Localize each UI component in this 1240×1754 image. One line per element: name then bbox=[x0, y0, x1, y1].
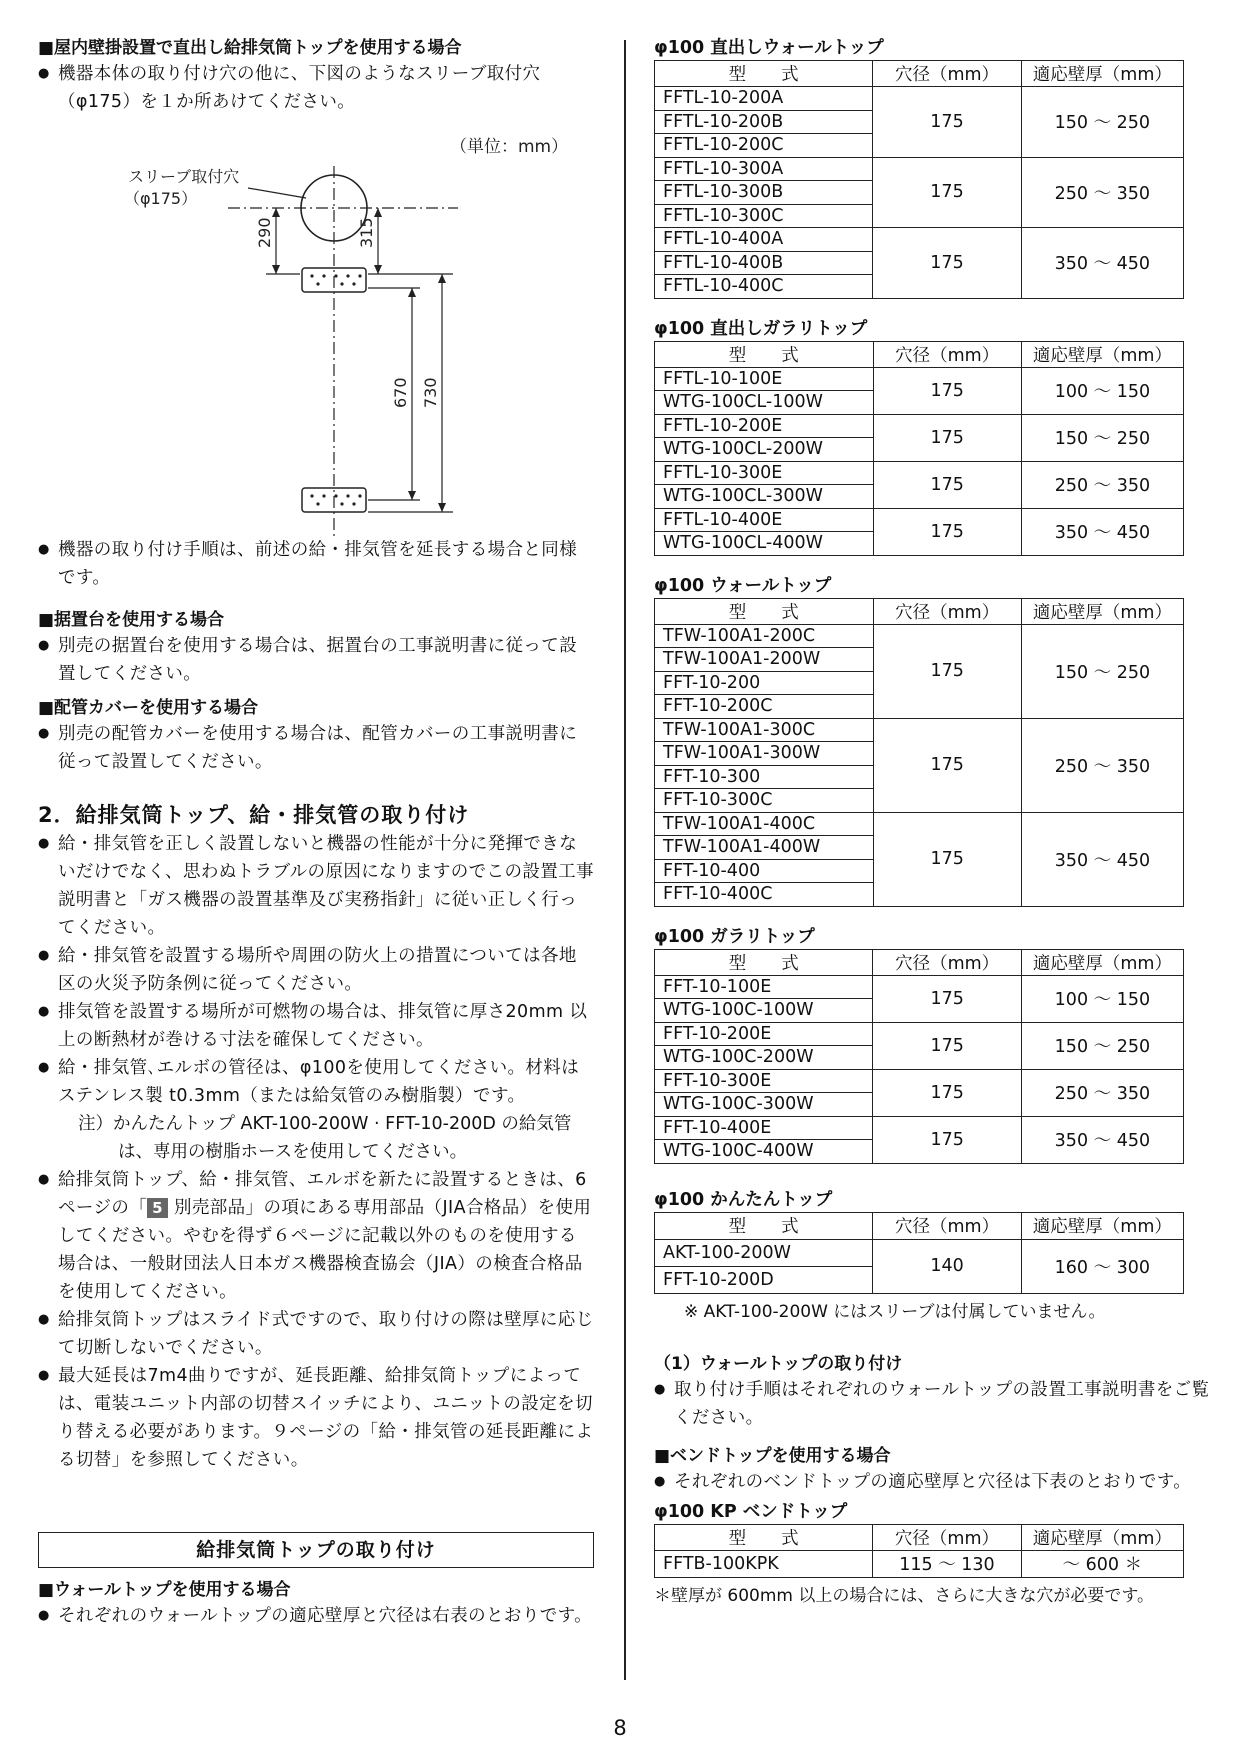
table-header-row bbox=[655, 1524, 1184, 1550]
hole-cell: 175 bbox=[873, 461, 1021, 508]
bend-heading: ■ベンドトップを使用する場合 bbox=[654, 1445, 891, 1466]
spec-table-block bbox=[654, 925, 1210, 1164]
table-header-row bbox=[655, 598, 1184, 624]
bullet-list bbox=[38, 830, 594, 1110]
section-heading-pipe-cover: ■配管カバーを使用する場合 bbox=[38, 698, 259, 718]
table-title: φ100 かんたんトップ bbox=[654, 1189, 833, 1210]
bullet-list bbox=[38, 1602, 594, 1630]
model-cell: FFT-10-400E bbox=[655, 1116, 873, 1140]
model-cell: WTG-100C-400W bbox=[655, 1140, 873, 1164]
hole-cell: 175 bbox=[873, 1022, 1021, 1069]
model-cell: WTG-100CL-100W bbox=[655, 391, 874, 415]
section-title-2: 2．給排気筒トップ、給・排気管の取り付け bbox=[38, 803, 470, 827]
spec-table bbox=[654, 1212, 1184, 1294]
hole-cell: 175 bbox=[873, 975, 1021, 1022]
table-row bbox=[655, 367, 1184, 391]
model-cell: FFTL-10-400E bbox=[655, 508, 874, 532]
column-header: 穴径（mm） bbox=[873, 61, 1021, 87]
bullet-list bbox=[38, 720, 594, 776]
section-heading-stand: ■据置台を使用する場合 bbox=[38, 610, 225, 630]
model-cell: FFTL-10-200B bbox=[655, 110, 873, 134]
hole-cell: 175 bbox=[873, 228, 1021, 299]
hole-cell: 115 ～ 130 bbox=[873, 1550, 1021, 1577]
model-cell: FFTL-10-200A bbox=[655, 87, 873, 111]
bullet-item: ● 別売の据置台を使用する場合は、据置台の工事説明書に従って設置してください。 bbox=[38, 632, 594, 688]
sleeve-hole-diagram bbox=[38, 116, 594, 536]
column-header: 適応壁厚（mm） bbox=[1021, 1524, 1183, 1550]
table-row bbox=[655, 1069, 1184, 1093]
model-cell: FFT-10-400 bbox=[655, 859, 874, 883]
model-cell: FFT-10-200 bbox=[655, 671, 874, 695]
spec-table bbox=[654, 949, 1184, 1164]
wall-cell: 100 ～ 150 bbox=[1021, 367, 1183, 414]
sleeve-diameter: （φ175） bbox=[124, 189, 198, 208]
wall-cell: 150 ～ 250 bbox=[1021, 414, 1183, 461]
bend-footnote: ＊壁厚が 600mm 以上の場合には、さらに大きな穴が必要です。 bbox=[654, 1585, 1155, 1606]
column-header: 適応壁厚（mm） bbox=[1021, 61, 1183, 87]
model-cell: FFTL-10-100E bbox=[655, 367, 874, 391]
model-cell: TFW-100A1-400W bbox=[655, 836, 874, 860]
table-row bbox=[655, 1116, 1184, 1140]
bullet-item: ● 排気管を設置する場所が可燃物の場合は、排気管に厚さ20mm 以上の断熱材が巻ける寸法を確保してください。 bbox=[38, 998, 594, 1054]
hole-cell: 175 bbox=[873, 624, 1021, 718]
table-row bbox=[655, 228, 1184, 252]
table-row bbox=[655, 812, 1184, 836]
table-row bbox=[655, 157, 1184, 181]
dim-730: 730 bbox=[421, 377, 440, 408]
column-header: 穴径（mm） bbox=[873, 341, 1021, 367]
table-row bbox=[655, 508, 1184, 532]
section-heading-walltop: ■ウォールトップを使用する場合 bbox=[38, 1580, 291, 1600]
model-cell: FFT-10-200D bbox=[655, 1266, 873, 1293]
bullet-item: ● 別売の配管カバーを使用する場合は、配管カバーの工事説明書に従って設置してください。 bbox=[38, 720, 594, 776]
section-number-badge: 5 bbox=[147, 1198, 168, 1218]
table-title: φ100 ガラリトップ bbox=[654, 926, 815, 947]
dim-290: 290 bbox=[255, 217, 274, 248]
sleeve-label: スリーブ取付穴 bbox=[128, 167, 240, 186]
spec-table-block bbox=[654, 317, 1210, 556]
model-cell: FFT-10-100E bbox=[655, 975, 873, 999]
column-header: 適応壁厚（mm） bbox=[1021, 341, 1183, 367]
table-row bbox=[655, 975, 1184, 999]
bend-table-container bbox=[654, 1500, 1210, 1578]
table-row bbox=[655, 461, 1184, 485]
model-cell: FFT-10-300E bbox=[655, 1069, 873, 1093]
table-row bbox=[655, 1239, 1184, 1266]
model-cell: FFTL-10-400B bbox=[655, 251, 873, 275]
model-cell: FFTL-10-400C bbox=[655, 275, 873, 299]
model-cell: FFTL-10-200E bbox=[655, 414, 874, 438]
spec-table bbox=[654, 598, 1184, 907]
hole-cell: 175 bbox=[873, 367, 1021, 414]
model-cell: TFW-100A1-200C bbox=[655, 624, 874, 648]
page-number: 8 bbox=[613, 1716, 627, 1740]
model-cell: WTG-100CL-200W bbox=[655, 438, 874, 462]
model-cell: FFT-10-300 bbox=[655, 765, 874, 789]
table-row bbox=[655, 414, 1184, 438]
wall-cell: 250 ～ 350 bbox=[1021, 157, 1183, 228]
table-row bbox=[655, 87, 1184, 111]
bullet-item: ● 給・排気管を設置する場所や周囲の防火上の措置については各地区の火災予防条例に従ってください。 bbox=[38, 942, 594, 998]
column-divider bbox=[624, 40, 626, 1680]
column-header: 型 式 bbox=[655, 1212, 873, 1239]
hole-cell: 175 bbox=[873, 1069, 1021, 1116]
section-heading-indirect: ■屋内壁掛設置で直出し給排気筒トップを使用する場合 bbox=[38, 38, 462, 58]
dim-670: 670 bbox=[391, 377, 410, 408]
model-cell: WTG-100CL-400W bbox=[655, 532, 874, 556]
column-header: 適応壁厚（mm） bbox=[1021, 598, 1183, 624]
right-column bbox=[654, 36, 1210, 1608]
spec-table bbox=[654, 341, 1184, 556]
column-header: 適応壁厚（mm） bbox=[1021, 1212, 1183, 1239]
bullet-list bbox=[38, 60, 594, 116]
model-cell: FFT-10-400C bbox=[655, 883, 874, 907]
bullet-item: ● 給・排気管を正しく設置しないと機器の性能が十分に発揮できないだけでなく、思わぬトラブルの原因になりますのでこの設置工事説明書と「ガス機器の設置基準及び実務指針」に従い正しく行ってください。 bbox=[38, 830, 594, 942]
model-cell: FFT-10-200E bbox=[655, 1022, 873, 1046]
model-cell: FFTL-10-300B bbox=[655, 181, 873, 205]
bullet-list bbox=[38, 536, 594, 592]
model-cell: FFTL-10-300A bbox=[655, 157, 873, 181]
wall-cell: 350 ～ 450 bbox=[1021, 508, 1183, 555]
bullet-item: ● 最大延長は7m4曲りですが、延長距離、給排気筒トップによっては、電装ユニット内部の切替スイッチにより、ユニットの設定を切り替える必要があります。９ページの「給・排気管の延長距離による切替」を参照してください。 bbox=[38, 1362, 594, 1474]
column-header: 型 式 bbox=[655, 341, 874, 367]
spec-table-block bbox=[654, 574, 1210, 907]
hole-cell: 175 bbox=[873, 157, 1021, 228]
model-cell: FFTB-100KPK bbox=[655, 1550, 873, 1577]
table-row bbox=[655, 1022, 1184, 1046]
table-header-row bbox=[655, 1212, 1184, 1239]
wall-cell: 150 ～ 250 bbox=[1021, 87, 1183, 158]
wall-cell: ～ 600 ＊ bbox=[1021, 1550, 1183, 1577]
table-header-row bbox=[655, 61, 1184, 87]
bullet-list bbox=[38, 632, 594, 688]
column-header: 型 式 bbox=[655, 598, 874, 624]
column-header: 適応壁厚（mm） bbox=[1021, 949, 1183, 975]
model-cell: TFW-100A1-400C bbox=[655, 812, 874, 836]
bullet-list bbox=[654, 1468, 1210, 1496]
bullet-list bbox=[654, 1376, 1210, 1432]
bullet-item: ● 機器本体の取り付け穴の他に、下図のようなスリーブ取付穴（φ175）を１か所あけてください。 bbox=[38, 60, 594, 116]
column-header: 穴径（mm） bbox=[873, 1524, 1021, 1550]
spec-table-block bbox=[654, 1500, 1210, 1578]
model-cell: FFT-10-200C bbox=[655, 695, 874, 719]
boxed-section-title: 給排気筒トップの取り付け bbox=[38, 1532, 594, 1568]
column-header: 型 式 bbox=[655, 61, 873, 87]
bullet-item: ● それぞれのベンドトップの適応壁厚と穴径は下表のとおりです。 bbox=[654, 1468, 1210, 1496]
note: 注）かんたんトップ AKT-100-200W · FFT-10-200D の給気管は、専用の樹脂ホースを使用してください。 bbox=[78, 1114, 572, 1162]
spec-table bbox=[654, 60, 1184, 299]
model-cell: WTG-100C-300W bbox=[655, 1093, 873, 1117]
hole-cell: 175 bbox=[873, 414, 1021, 461]
model-cell: FFTL-10-300C bbox=[655, 204, 873, 228]
column-header: 穴径（mm） bbox=[873, 949, 1021, 975]
table-header-row bbox=[655, 949, 1184, 975]
column-header: 型 式 bbox=[655, 949, 873, 975]
wall-cell: 250 ～ 350 bbox=[1021, 718, 1183, 812]
table-title: φ100 直出しウォールトップ bbox=[654, 38, 884, 58]
model-cell: FFTL-10-200C bbox=[655, 134, 873, 158]
wall-cell: 350 ～ 450 bbox=[1021, 812, 1183, 906]
table-title: φ100 ウォールトップ bbox=[654, 575, 832, 596]
wall-cell: 150 ～ 250 bbox=[1021, 1022, 1183, 1069]
model-cell: TFW-100A1-300W bbox=[655, 742, 874, 766]
model-cell: TFW-100A1-200W bbox=[655, 648, 874, 672]
unit-label: （単位：mm） bbox=[450, 137, 569, 157]
model-cell: WTG-100C-100W bbox=[655, 999, 873, 1023]
spec-table-block bbox=[654, 1188, 1210, 1294]
table-header-row bbox=[655, 341, 1184, 367]
bullet-item: ● 給排気筒トップ、給・排気管、エルボを新たに設置するときは、6ページの「 5 別売部品」の項にある専用部品（JIA合格品）を使用してください。やむを得ず６ページに記載以外のものを使用する場合は、一般財団法人日本ガス機器検査協会（JIA）の検査合格品を使用してください。 bbox=[38, 1166, 594, 1306]
table-title: φ100 直出しガラリトップ bbox=[654, 318, 868, 339]
model-cell: AKT-100-200W bbox=[655, 1239, 873, 1266]
model-cell: FFTL-10-400A bbox=[655, 228, 873, 252]
table-row bbox=[655, 718, 1184, 742]
wall-cell: 350 ～ 450 bbox=[1021, 228, 1183, 299]
column-header: 穴径（mm） bbox=[873, 598, 1021, 624]
hole-cell: 175 bbox=[873, 1116, 1021, 1163]
column-header: 型 式 bbox=[655, 1524, 873, 1550]
hole-cell: 140 bbox=[873, 1239, 1021, 1293]
table-row bbox=[655, 1550, 1184, 1577]
wall-cell: 350 ～ 450 bbox=[1021, 1116, 1183, 1163]
wall-install-heading: （1）ウォールトップの取り付け bbox=[654, 1353, 903, 1374]
model-cell: WTG-100C-200W bbox=[655, 1046, 873, 1070]
diagram-drawing bbox=[38, 116, 594, 536]
hole-cell: 175 bbox=[873, 87, 1021, 158]
spec-table-block bbox=[654, 36, 1210, 299]
hole-cell: 175 bbox=[873, 812, 1021, 906]
left-column bbox=[38, 36, 594, 1630]
kantan-note: ※ AKT-100-200W にはスリーブは付属していません。 bbox=[684, 1301, 1106, 1322]
bullet-item: ● 機器の取り付け手順は、前述の給・排気管を延長する場合と同様です。 bbox=[38, 536, 594, 592]
wall-cell: 250 ～ 350 bbox=[1021, 1069, 1183, 1116]
wall-cell: 150 ～ 250 bbox=[1021, 624, 1183, 718]
model-cell: FFT-10-300C bbox=[655, 789, 874, 813]
bullet-list bbox=[38, 1166, 594, 1474]
wall-cell: 100 ～ 150 bbox=[1021, 975, 1183, 1022]
column-header: 穴径（mm） bbox=[873, 1212, 1021, 1239]
spec-table bbox=[654, 1524, 1184, 1578]
bullet-item: ● 給排気筒トップはスライド式ですので、取り付けの際は壁厚に応じて切断しないでください。 bbox=[38, 1306, 594, 1362]
spec-tables bbox=[654, 36, 1210, 1294]
wall-cell: 250 ～ 350 bbox=[1021, 461, 1183, 508]
bullet-item: ● 給・排気管､エルボの管径は、φ100を使用してください。材料はステンレス製 t0.3mm（または給気管のみ樹脂製）です。 bbox=[38, 1054, 594, 1110]
table-row bbox=[655, 624, 1184, 648]
model-cell: FFTL-10-300E bbox=[655, 461, 874, 485]
model-cell: WTG-100CL-300W bbox=[655, 485, 874, 509]
bullet-item: ● それぞれのウォールトップの適応壁厚と穴径は右表のとおりです。 bbox=[38, 1602, 594, 1630]
model-cell: TFW-100A1-300C bbox=[655, 718, 874, 742]
wall-cell: 160 ～ 300 bbox=[1021, 1239, 1183, 1293]
bullet-item: ● 取り付け手順はそれぞれのウォールトップの設置工事説明書をご覧ください。 bbox=[654, 1376, 1210, 1432]
hole-cell: 175 bbox=[873, 718, 1021, 812]
table-title: φ100 KP ベンドトップ bbox=[654, 1501, 848, 1522]
hole-cell: 175 bbox=[873, 508, 1021, 555]
dim-315: 315 bbox=[357, 217, 376, 248]
